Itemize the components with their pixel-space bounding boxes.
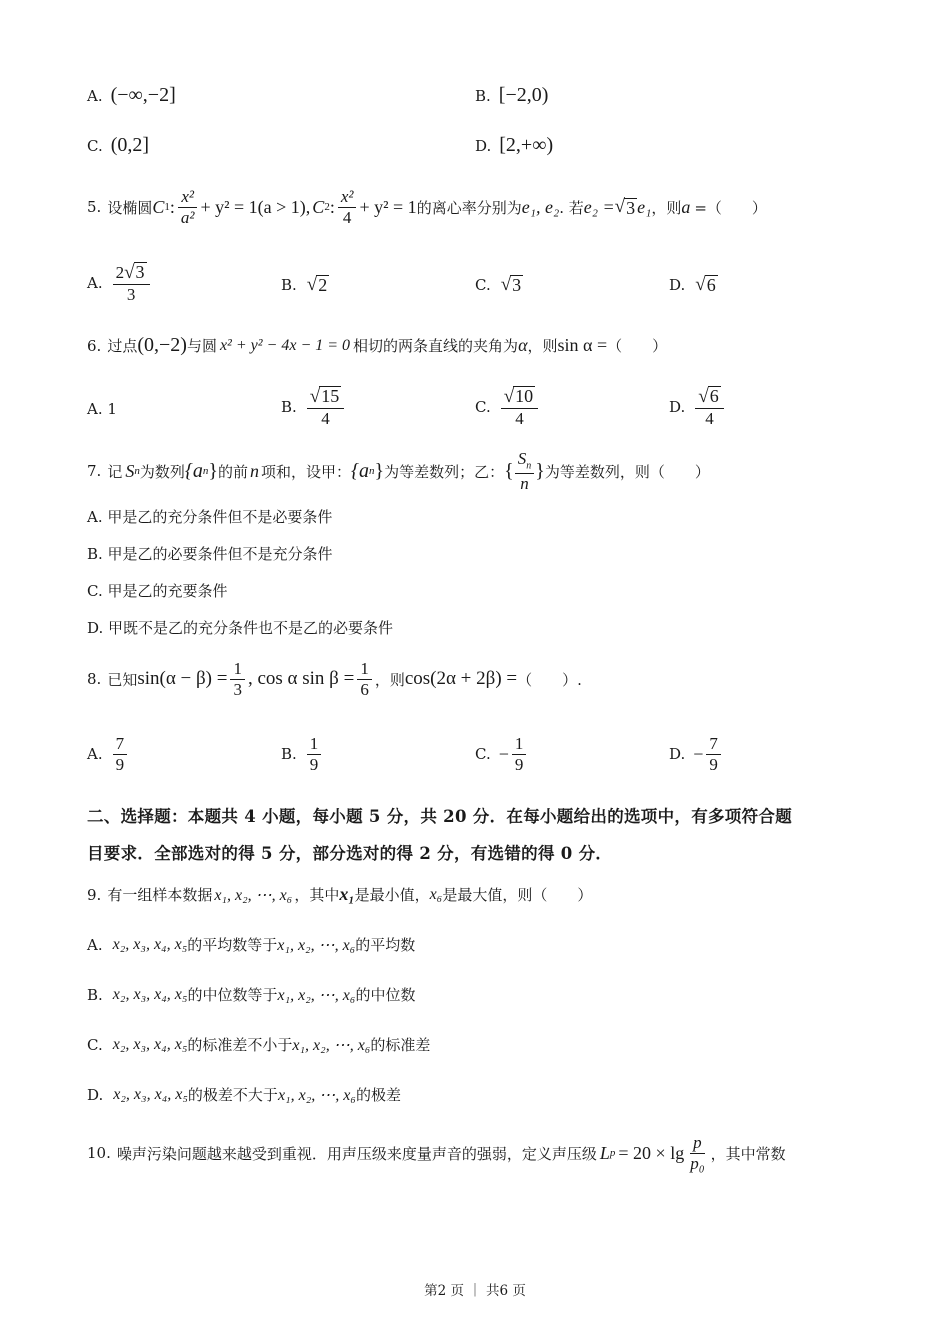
q8-option-c: C. − $\frac{1}{9}$ — [475, 735, 529, 774]
sqrt-3: √ 3 — [614, 196, 636, 218]
question-7: 7. 记 S n 为数列 {a n } 的前 n 项和，设甲： {a n } 为等差数列；乙： { $\frac{S_n}{n}$ } 为等差数列，则（ ） — [87, 449, 710, 493]
fraction-x2-a2: $\frac{\text{x²}}{\text{a²}}$ — [178, 188, 198, 227]
section-2-heading-line-2: 目要求．全部选对的得 5 分，部分选对的得 2 分，有选错的得 0 分． — [87, 844, 613, 863]
q5-option-b: B. √ 2 — [281, 274, 328, 296]
fraction-x2-4: $\frac{\text{x²}}{4}$ — [338, 188, 357, 227]
q5-option-a: A. 2 √ 3 3 — [87, 262, 153, 304]
q4-option-b: B. [−2,0) — [475, 84, 549, 106]
q5-option-c: C. √ 3 — [475, 274, 522, 296]
section-2-heading-line-1: 二、选择题：本题共 4 小题，每小题 5 分，共 20 分．在每小题给出的选项中，有多项符合题 — [87, 807, 792, 826]
q8-option-a: A. $\frac{7}{9}$ — [87, 735, 130, 774]
question-6: 6. 过点 (0,−2) 与圆 x² + y² − 4x − 1 = 0 相切的两条直线的夹角为 α ，则 sin α = （ ） — [87, 334, 668, 356]
q9-option-b: B. x₂, x₃, x₄, x₅ 的中位数等于 x₁, x₂, ⋯, x₆ 的中位数 — [87, 985, 416, 1004]
q9-option-c: C. x₂, x₃, x₄, x₅ 的标准差不小于 x₁, x₂, ⋯, x₆ 的标准差 — [87, 1035, 431, 1054]
question-9: 9. 有一组样本数据 x₁, x₂, ⋯, x₆ ，其中 x₁ 是最小值， x₆ 是最大值，则（ ） — [87, 884, 593, 904]
q5-option-d: D. √ 6 — [669, 274, 716, 296]
q9-option-a: A. x₂, x₃, x₄, x₅ 的平均数等于 x₁, x₂, ⋯, x₆ 的平均数 — [87, 935, 416, 954]
q6-option-a: A. 1 — [87, 400, 117, 418]
q7-option-a: A. 甲是乙的充分条件但不是必要条件 — [87, 508, 333, 526]
q8-option-d: D. − $\frac{7}{9}$ — [669, 735, 724, 774]
q7-option-c: C. 甲是乙的充要条件 — [87, 582, 228, 600]
q6-option-c: C. √ 10 4 — [475, 386, 541, 428]
question-8: 8. 已知 sin(α − β) = $\frac{1}{3}$ , cos α sin β = $\frac{1}{6}$ ，则 cos(2α + 2β) = （ ）. — [87, 659, 582, 699]
q7-option-b: B. 甲是乙的必要条件但不是充分条件 — [87, 545, 333, 563]
q6-option-b: B. √ 15 4 — [281, 386, 347, 428]
q8-option-b: B. $\frac{1}{9}$ — [281, 735, 324, 774]
question-10: 10. 噪声污染问题越来越受到重视．用声压级来度量声音的强弱，定义声压级 L p = 20 × lg $\frac{p}{\text{p₀}}$ ，其中常数 — [87, 1133, 786, 1173]
q4-option-d: D. [2,+∞) — [475, 134, 554, 156]
q4-option-c: C. (0,2] — [87, 134, 150, 156]
q6-option-d: D. √ 6 4 — [669, 386, 727, 428]
q4-option-a: A. (−∞,−2] — [87, 84, 176, 106]
q7-option-d: D. 甲既不是乙的充分条件也不是乙的必要条件 — [87, 619, 394, 637]
question-5: 5. 设椭圆 C 1 : $\frac{\text{x²}}{\text{a²}}$ + y² = 1(a > 1), C 2 : $\frac{\text{x²}}{4}$ + y² = 1 的离心率分别为 e₁, e₂ . 若 e₂ = √ 3 e₁ ，则 a =（ ） — [87, 187, 767, 227]
q9-option-d: D. x₂, x₃, x₄, x₅ 的极差不大于 x₁, x₂, ⋯, x₆ 的极差 — [87, 1085, 401, 1104]
page-footer: 第2 页 ｜ 共6 页 — [424, 1283, 526, 1299]
